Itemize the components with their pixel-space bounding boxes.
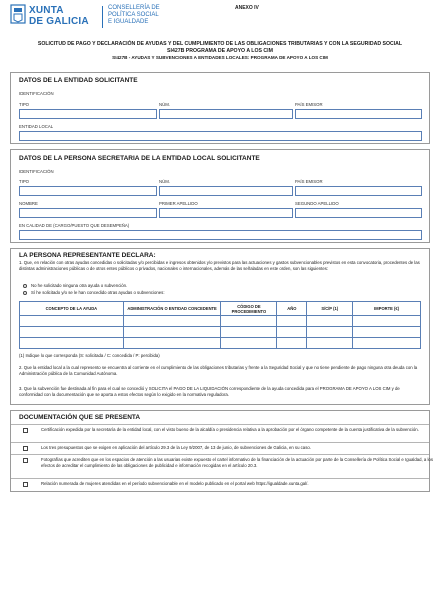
declara-section — [10, 248, 430, 405]
num-label: NÚM. — [159, 179, 170, 184]
segundo-apellido-field[interactable] — [295, 208, 422, 218]
doc-checkbox[interactable] — [23, 446, 28, 451]
table-header: S/C/P (1) — [307, 302, 353, 316]
doc-item: Los tres presupuestos que se exigen en aplicación del artículo 29.3 de la Ley 9/2007, de 13 de junio, de subvenciones de Galicia, en su caso. — [41, 445, 311, 450]
doc-item: Relación numerada de mujeres atendidas en el período subvencionable en el modelo publicado en el portal web https://igualdade.xunta.gal/. — [41, 481, 309, 486]
table-cell[interactable] — [353, 327, 421, 338]
footnote: (1) Indique lo que corresponda (S: solicitada / C: concedida / P: percibida) — [19, 353, 160, 358]
table-row — [20, 327, 421, 338]
table-cell[interactable] — [123, 327, 221, 338]
no-otras-ayudas-radio[interactable] — [23, 284, 27, 288]
segundo-apellido-label: SEGUNDO APELLIDO — [295, 201, 339, 206]
table-cell[interactable] — [307, 327, 353, 338]
secretaria-pais-field[interactable] — [295, 186, 422, 196]
entidad-local-field[interactable] — [19, 131, 422, 141]
table-cell[interactable] — [221, 316, 277, 327]
identificacion-label: IDENTIFICACIÓN — [19, 169, 54, 174]
table-cell[interactable] — [353, 316, 421, 327]
xunta-logo-icon — [10, 4, 26, 24]
table-header: AÑO — [277, 302, 307, 316]
tipo-label: TIPO — [19, 102, 30, 107]
table-row — [20, 316, 421, 327]
no-otras-ayudas-label: No he solicitado ninguna otra ayuda o subvención. — [31, 283, 128, 288]
nombre-label: NOMBRE — [19, 201, 38, 206]
divider — [11, 478, 429, 479]
logo-text: XUNTA DE GALICIA — [29, 5, 89, 27]
declara-item-3: 3. Que la subvención fue destinada al fin para el cual se concedió y SOLICITA el PAGO DE LA LIQUIDACIÓN correspondiente de la ayuda concedida para el PROGRAMA DE APOYO A LOS CIM y de conformidad con la documentación que se aporta a estos efectos según lo exigido en la normativa reguladora. — [19, 386, 400, 397]
table-cell[interactable] — [277, 316, 307, 327]
section-title: DATOS DE LA PERSONA SECRETARIA DE LA ENTIDAD LOCAL SOLICITANTE — [19, 155, 260, 162]
nombre-field[interactable] — [19, 208, 157, 218]
secretaria-num-field[interactable] — [159, 186, 293, 196]
table-header: CONCEPTO DE LA AYUDA — [20, 302, 124, 316]
secretaria-section — [10, 149, 430, 243]
pais-emisor-label: PAÍS EMISOR — [295, 102, 323, 107]
doc-checkbox[interactable] — [23, 428, 28, 433]
si-otras-ayudas-label: Sí he solicitado y/o se le han concedido otras ayudas o subvenciones: — [31, 290, 165, 295]
table-row — [20, 338, 421, 349]
table-cell[interactable] — [277, 338, 307, 349]
divider — [11, 442, 429, 443]
entidad-local-label: ENTIDAD LOCAL — [19, 124, 54, 129]
table-cell[interactable] — [221, 327, 277, 338]
table-cell[interactable] — [353, 338, 421, 349]
declara-item-2: 2. Que la entidad local a la cual represento se encuentra al corriente en el cumplimiento de las obligaciones tributarias y frente a la Seguridad Social y que no tiene pendiente de pago ninguna otra deuda con la Administración pública de la Comunidad Autónoma. — [19, 365, 418, 376]
section-title: DOCUMENTACIÓN QUE SE PRESENTA — [19, 414, 141, 421]
secretaria-tipo-field[interactable] — [19, 186, 157, 196]
table-cell[interactable] — [221, 338, 277, 349]
table-cell[interactable] — [20, 327, 124, 338]
doc-item: Certificación expedida por la secretaría de la entidad local, con el visto bueno de la alcaldía o presidencia relativa a la aprobación por el órgano competente de la cuenta justificativa de la subvención. — [41, 427, 419, 432]
table-cell[interactable] — [20, 338, 124, 349]
table-cell[interactable] — [277, 327, 307, 338]
section-title: LA PERSONA REPRESENTANTE DECLARA: — [19, 252, 156, 259]
section-title: DATOS DE LA ENTIDAD SOLICITANTE — [19, 77, 138, 84]
table-cell[interactable] — [20, 316, 124, 327]
primer-apellido-label: PRIMER APELLIDO — [159, 201, 198, 206]
table-header: ADMINISTRACIÓN O ENTIDAD CONCEDENTE — [123, 302, 221, 316]
tipo-label: TIPO — [19, 179, 30, 184]
document-title: SOLICITUD DE PAGO Y DECLARACIÓN DE AYUDAS Y DEL CUMPLIMIENTO DE LAS OBLIGACIONES TRIBUTARIAS Y CON LA SEGURIDAD SOCIAL SI427B PROGRAMA DE APOYO A LOS CIM — [37, 41, 403, 54]
table-cell[interactable] — [123, 338, 221, 349]
num-label: NÚM. — [159, 102, 170, 107]
calidad-field[interactable] — [19, 230, 422, 240]
pais-emisor-label: PAÍS EMISOR — [295, 179, 323, 184]
document-subtitle: SI427B - AYUDAS Y SUBVENCIONES A ENTIDADES LOCALES: PROGRAMA DE APOYO A LOS CIM — [112, 55, 328, 60]
entidad-tipo-field[interactable] — [19, 109, 157, 119]
entidad-pais-field[interactable] — [295, 109, 422, 119]
table-cell[interactable] — [307, 316, 353, 327]
doc-checkbox[interactable] — [23, 482, 28, 487]
entidad-num-field[interactable] — [159, 109, 293, 119]
divider — [11, 424, 429, 425]
ayudas-table — [19, 301, 421, 349]
doc-checkbox[interactable] — [23, 458, 28, 463]
calidad-label: EN CALIDAD DE (CARGO/PUESTO QUE DESEMPEÑA) — [19, 223, 130, 228]
documentacion-section — [10, 410, 433, 492]
conselleria-name: CONSELLERÍA DE POLÍTICA SOCIAL E IGUALDADE — [108, 5, 160, 25]
divider — [11, 454, 429, 455]
declara-item-1: 1. Que, en relación con otras ayudas concedidas o solicitadas y/o percibidas e ingresos obtenidos y/o previstos para las actuaciones y gastos subvencionables previstos en esta convocatoria, procedentes de las distintas administraciones públicas o de otros entes públicos o privados, nacionales o internacionales, además de las señaladas en este orden, son las siguientes: — [19, 260, 420, 271]
si-otras-ayudas-radio[interactable] — [23, 291, 27, 295]
entidad-section — [10, 72, 430, 144]
table-header: IMPORTE (€) — [353, 302, 421, 316]
table-header-row — [20, 302, 421, 316]
doc-item: Fotografías que acrediten que en los espacios de atención a las usuarias existe expuesto el cartel informativo de la financiación de la actuación por parte de la Consellería de Política Social e Igualdad, a los efectos de acreditar el cumplimiento de las obligaciones de publicidad e información recogidas en el artículo 20.3. — [41, 457, 433, 468]
table-cell[interactable] — [307, 338, 353, 349]
table-cell[interactable] — [123, 316, 221, 327]
logo-divider — [102, 6, 103, 28]
page-header — [10, 4, 430, 30]
identificacion-label: IDENTIFICACIÓN — [19, 91, 54, 96]
primer-apellido-field[interactable] — [159, 208, 293, 218]
anexo-label: ANEXO IV — [235, 5, 259, 11]
table-header: CÓDIGO DE PROCEDIMIENTO — [221, 302, 277, 316]
